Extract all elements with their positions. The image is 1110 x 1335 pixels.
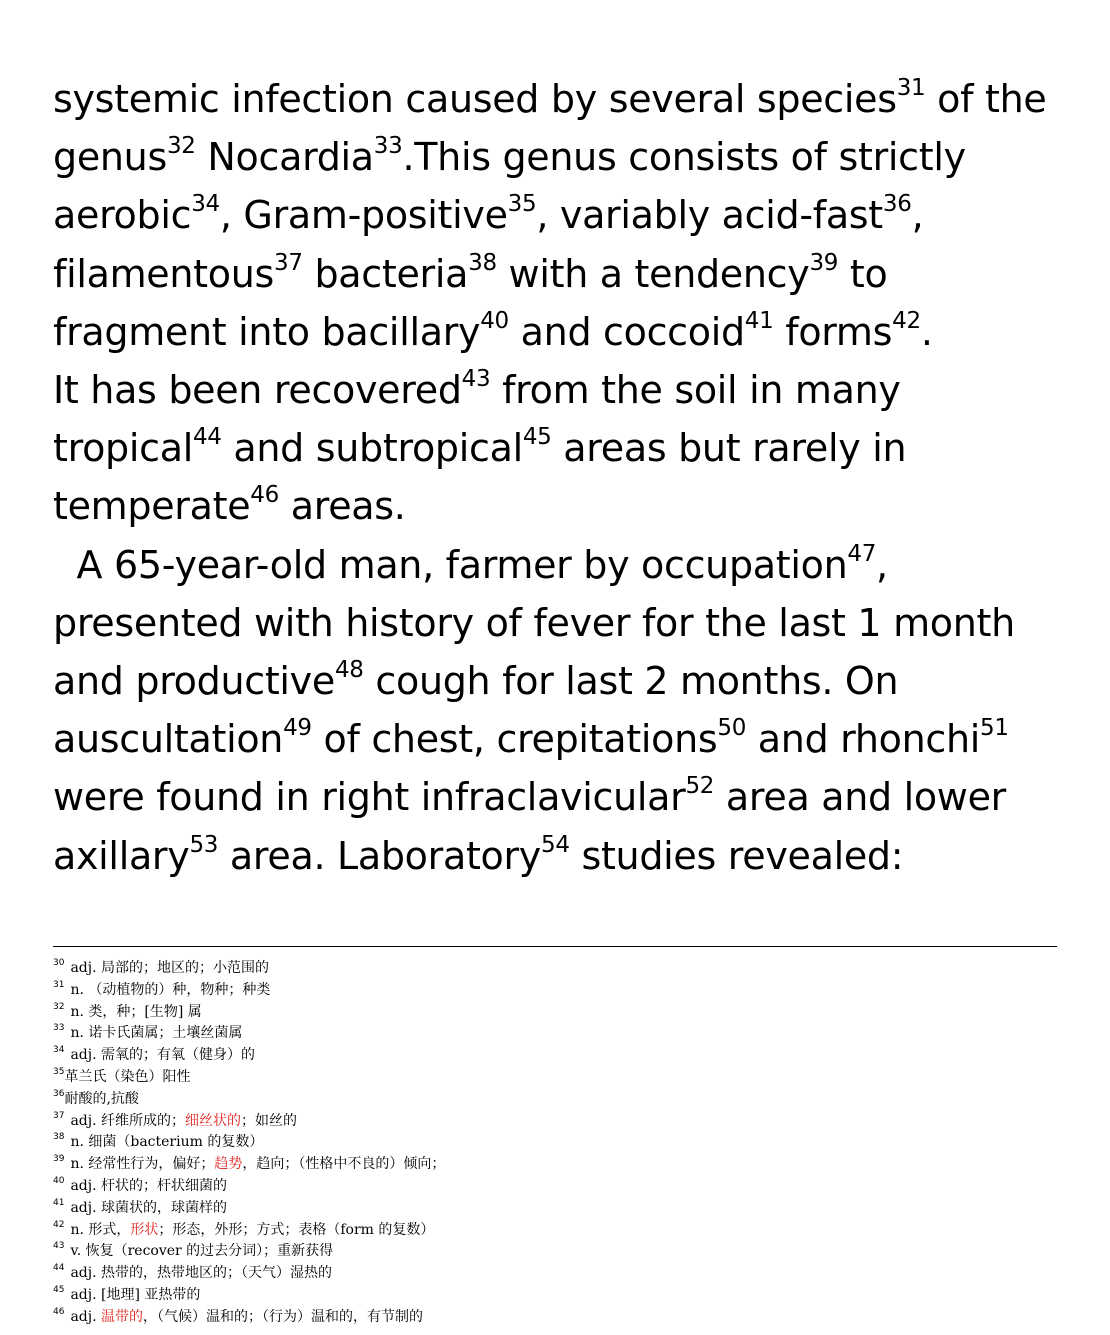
footnote-reference: 42 xyxy=(892,307,921,334)
footnote-reference: 39 xyxy=(809,249,839,276)
footnotes-section xyxy=(53,958,1057,1329)
text-segment: of chest, crepitations xyxy=(311,717,718,762)
footnote-item xyxy=(53,1176,1057,1198)
text-segment: .This genus consists of strictly xyxy=(402,135,966,180)
footnote-item xyxy=(53,1220,1057,1242)
footnote-text: ；形态，外形；方式；表格（form 的复数） xyxy=(158,1221,435,1238)
text-segment: and coccoid xyxy=(508,309,745,354)
footnote-item xyxy=(53,1045,1057,1067)
footnote-reference: 31 xyxy=(896,75,926,101)
footnote-text: n. 形式， xyxy=(70,1221,131,1238)
footnote-reference: 40 xyxy=(480,307,509,334)
text-line xyxy=(53,361,1063,419)
text-segment: to xyxy=(838,251,888,296)
text-line xyxy=(53,477,1063,535)
footnote-text: adj. xyxy=(70,1308,102,1325)
footnote-text: ，（气候）温和的；（行为）温和的，有节制的 xyxy=(143,1308,424,1325)
footnote-item xyxy=(53,958,1057,980)
footnote-number: 39 xyxy=(53,1154,65,1165)
footnote-number: 40 xyxy=(53,1175,65,1186)
footnote-text: n. 经常性行为，偏好； xyxy=(70,1156,215,1173)
text-segment: fragment into bacillary xyxy=(53,309,481,354)
text-segment: areas. xyxy=(278,484,406,529)
footnote-number: 42 xyxy=(53,1219,65,1230)
text-segment: and productive xyxy=(53,659,335,704)
footnote-text: ，趋向；（性格中不良的）倾向； xyxy=(242,1156,446,1173)
footnote-text: 革兰氏（染色）阳性 xyxy=(64,1068,191,1085)
footnote-reference: 50 xyxy=(717,715,747,742)
footnote-reference: 38 xyxy=(468,249,497,276)
footnote-reference: 45 xyxy=(522,424,552,451)
footnote-number: 38 xyxy=(53,1132,65,1143)
text-segment: , xyxy=(876,542,888,587)
text-segment: area. Laboratory xyxy=(218,833,541,878)
footnote-reference: 32 xyxy=(166,133,196,160)
text-line xyxy=(53,710,1063,768)
footnote-text: adj. 热带的，热带地区的；（天气）湿热的 xyxy=(70,1265,333,1282)
highlighted-term: 细丝状的 xyxy=(185,1112,242,1129)
text-line xyxy=(53,186,1063,244)
footnote-text: n. 类，种；[生物] 属 xyxy=(70,1003,202,1020)
text-segment: A 65-year-old man, farmer by occupation xyxy=(53,542,848,587)
footnote-item xyxy=(53,1089,1057,1111)
text-segment: tropical xyxy=(53,426,193,471)
text-segment: aerobic xyxy=(53,193,192,238)
footnote-item xyxy=(53,1307,1057,1329)
footnote-text: 耐酸的,抗酸 xyxy=(64,1090,139,1107)
paragraph-2 xyxy=(53,536,1063,885)
footnote-number: 37 xyxy=(53,1110,65,1121)
footnote-text: v. 恢复（recover 的过去分词）；重新获得 xyxy=(70,1243,334,1260)
footnote-number: 31 xyxy=(53,979,65,990)
footnote-reference: 49 xyxy=(283,715,312,742)
footnote-reference: 41 xyxy=(744,307,774,334)
text-segment: with a tendency xyxy=(496,251,810,296)
footnote-number: 46 xyxy=(53,1306,65,1317)
highlighted-term: 形状 xyxy=(130,1221,159,1238)
footnote-text: adj. 杆状的；杆状细菌的 xyxy=(70,1177,228,1194)
main-text xyxy=(53,70,1063,885)
text-segment: filamentous xyxy=(53,251,274,296)
footnote-reference: 37 xyxy=(274,249,303,276)
text-segment: from the soil in many xyxy=(490,368,901,413)
text-segment: of the xyxy=(925,77,1047,121)
footnote-reference: 53 xyxy=(189,831,219,858)
footnote-number: 33 xyxy=(53,1023,65,1034)
text-segment: Nocardia xyxy=(195,135,374,180)
footnote-item xyxy=(53,1002,1057,1024)
footnote-text: n. 细菌（bacterium 的复数） xyxy=(70,1134,264,1151)
footnote-number: 34 xyxy=(53,1045,65,1056)
text-line xyxy=(53,245,1063,303)
text-segment: . xyxy=(920,309,933,354)
text-line xyxy=(53,128,1063,186)
text-segment: studies revealed: xyxy=(569,833,904,878)
footnote-item xyxy=(53,1241,1057,1263)
footnote-reference: 36 xyxy=(882,191,912,218)
footnote-text: adj. 需氧的；有氧（健身）的 xyxy=(70,1047,256,1064)
footnote-reference: 54 xyxy=(541,831,570,858)
footnote-item xyxy=(53,1067,1057,1089)
text-line xyxy=(53,594,1063,652)
text-segment: bacteria xyxy=(302,251,469,296)
paragraph-1 xyxy=(53,70,1063,536)
footnote-number: 36 xyxy=(53,1088,65,1099)
footnote-number: 35 xyxy=(53,1066,65,1077)
footnote-number: 43 xyxy=(53,1241,65,1252)
footnote-number: 30 xyxy=(53,958,65,968)
highlighted-term: 温带的 xyxy=(101,1308,144,1325)
text-line xyxy=(53,652,1063,710)
footnote-text: n. 诺卡氏菌属；土壤丝菌属 xyxy=(70,1025,243,1042)
footnote-item xyxy=(53,1111,1057,1133)
text-segment: , Gram-positive xyxy=(219,193,508,238)
footnote-text: ；如丝的 xyxy=(241,1112,298,1129)
footnote-number: 41 xyxy=(53,1197,65,1208)
footnote-text: n. （动植物的）种，物种；种类 xyxy=(70,981,271,998)
footnote-item xyxy=(53,980,1057,1002)
footnote-text: adj. [地理] 亚热带的 xyxy=(70,1286,201,1303)
footnote-text: adj. 纤维所成的； xyxy=(70,1112,186,1129)
footnote-text: adj. 局部的；地区的；小范围的 xyxy=(70,960,270,976)
footnote-reference: 33 xyxy=(373,133,403,160)
footnote-reference: 48 xyxy=(334,657,364,684)
text-segment: and rhonchi xyxy=(746,717,980,762)
footnote-reference: 35 xyxy=(507,191,537,218)
footnote-number: 44 xyxy=(53,1263,65,1274)
footnote-divider xyxy=(53,946,1057,947)
text-line xyxy=(53,70,1063,128)
text-line xyxy=(53,419,1063,477)
text-line xyxy=(53,536,1063,594)
footnote-reference: 34 xyxy=(191,191,220,218)
footnote-reference: 46 xyxy=(250,482,279,509)
text-line xyxy=(53,827,1063,885)
text-segment: systemic infection caused by several species xyxy=(53,77,897,121)
footnote-reference: 51 xyxy=(980,715,1009,742)
footnote-text: adj. 球菌状的，球菌样的 xyxy=(70,1199,228,1216)
text-segment: temperate xyxy=(53,484,251,529)
footnote-number: 45 xyxy=(53,1284,65,1295)
footnote-number: 32 xyxy=(53,1001,65,1012)
footnote-reference: 47 xyxy=(847,540,877,567)
footnote-reference: 43 xyxy=(461,366,491,393)
footnote-item xyxy=(53,1285,1057,1307)
text-line xyxy=(53,768,1063,826)
text-segment: It has been recovered xyxy=(53,368,462,413)
footnote-reference: 44 xyxy=(192,424,222,451)
text-segment: forms xyxy=(773,309,893,354)
text-segment: cough for last 2 months. On xyxy=(363,659,899,704)
text-segment: genus xyxy=(53,135,167,180)
text-segment: were found in right infraclavicular xyxy=(53,775,686,820)
text-segment: area and lower xyxy=(714,775,1006,820)
text-segment: auscultation xyxy=(53,717,284,762)
text-segment: and subtropical xyxy=(221,426,523,471)
text-segment: , variably acid-fast xyxy=(536,193,883,238)
text-segment: axillary xyxy=(53,833,190,878)
highlighted-term: 趋势 xyxy=(214,1156,243,1173)
footnote-item xyxy=(53,1198,1057,1220)
footnote-item xyxy=(53,1023,1057,1045)
text-segment: areas but rarely in xyxy=(551,426,907,471)
footnote-item xyxy=(53,1154,1057,1176)
footnote-item xyxy=(53,1263,1057,1285)
text-segment: presented with history of fever for the last 1 month xyxy=(53,600,1015,645)
footnote-item xyxy=(53,1132,1057,1154)
text-segment: , xyxy=(911,193,924,238)
text-line xyxy=(53,303,1063,361)
footnote-reference: 52 xyxy=(685,773,715,800)
